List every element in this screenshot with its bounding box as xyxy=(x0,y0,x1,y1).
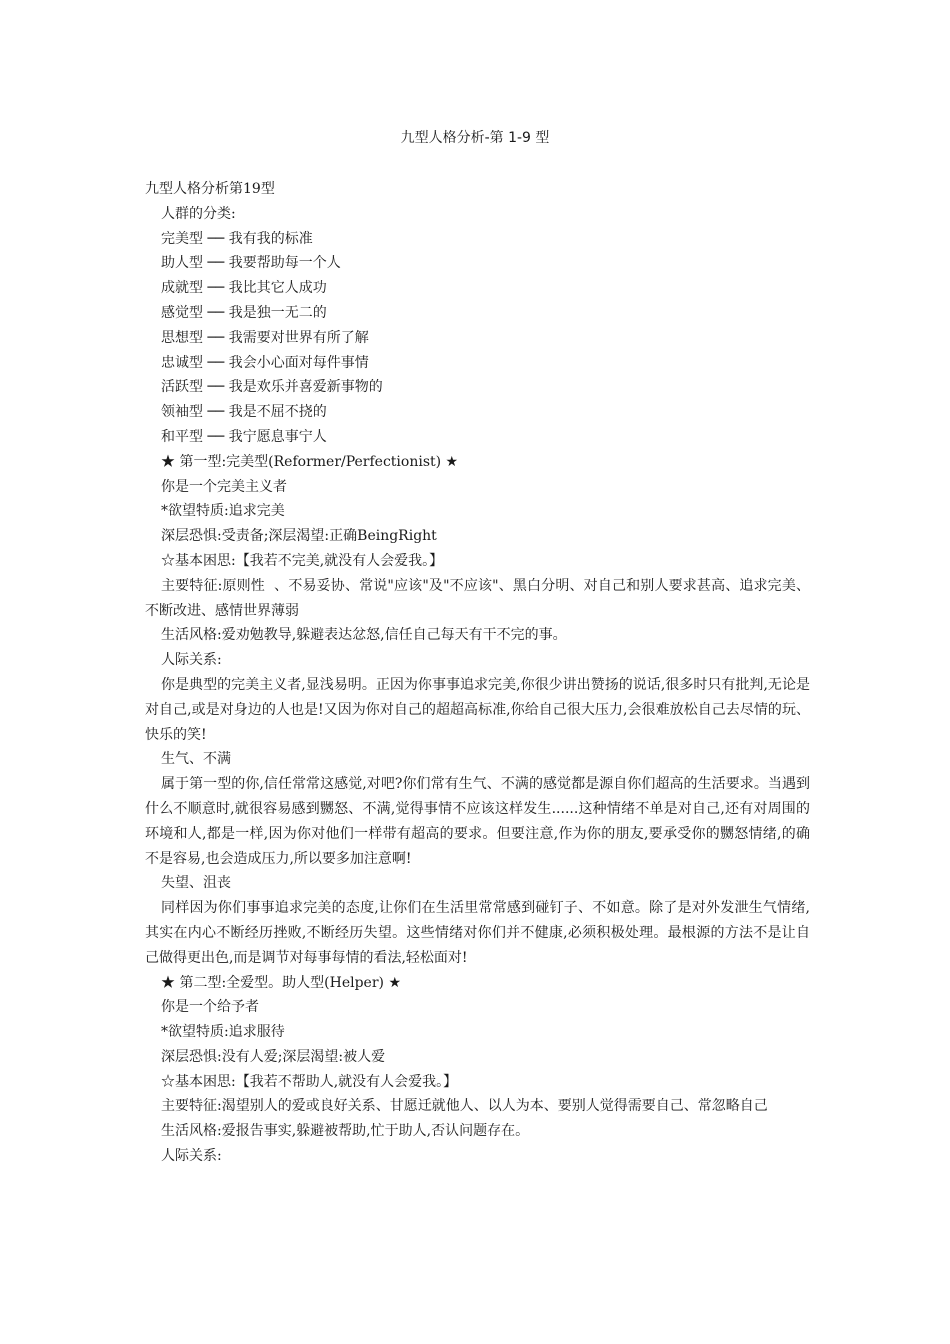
paragraph: ☆基本困思:【我若不帮助人,就没有人会爱我。】 xyxy=(161,1073,458,1090)
paragraph: 深层恐惧:受责备;深层渴望:正确BeingRight xyxy=(161,528,437,545)
paragraph: ☆基本困思:【我若不完美,就没有人会爱我。】 xyxy=(161,552,444,569)
paragraph: 你是一个完美主义者 xyxy=(161,478,287,495)
paragraph: 失望、沮丧 xyxy=(161,875,231,892)
paragraph: *欲望特质:追求完美 xyxy=(161,503,285,520)
paragraph: 活跃型 ── 我是欢乐并喜爱新事物的 xyxy=(161,379,383,396)
paragraph: 九型人格分析第19型 xyxy=(145,181,275,197)
document-body xyxy=(145,177,810,1169)
paragraph: 领袖型 ── 我是不屈不挠的 xyxy=(161,404,327,421)
paragraph: 人群的分类: xyxy=(161,205,236,222)
paragraph: 感觉型 ── 我是独一无二的 xyxy=(161,304,327,321)
paragraph: 和平型 ── 我宁愿息事宁人 xyxy=(161,428,327,445)
paragraph: 同样因为你们事事追求完美的态度,让你们在生活里常常感到碰钉子、不如意。除了是对外发泄生气情绪,其实在内心不断经历挫败,不断经历失望。这些情绪对你们并不健康,必须积极处理。最根源的方法不是让自己做得更出色,而是调节对每事每情的看法,轻松面对! xyxy=(145,900,810,966)
paragraph: 属于第一型的你,信任常常这感觉,对吧?你们常有生气、不满的感觉都是源自你们超高的生活要求。当遇到什么不顺意时,就很容易感到嬲怒、不满,觉得事情不应该这样发生......这种情绪不单是对自己,还有对周围的环境和人,都是一样,因为你对他们一样带有超高的要求。但要注意,作为你的朋友,要承受你的嬲怒情绪,的确不是容易,也会造成压力,所以要多加注意啊! xyxy=(145,776,810,867)
paragraph: 忠诚型 ── 我会小心面对每件事情 xyxy=(161,354,369,371)
paragraph: 生活风格:爱报告事实,躲避被帮助,忙于助人,否认问题存在。 xyxy=(161,1123,530,1140)
paragraph: 生气、不满 xyxy=(161,751,231,768)
paragraph: 人际关系: xyxy=(161,652,222,669)
paragraph: 完美型 ── 我有我的标准 xyxy=(161,230,313,247)
paragraph: 主要特征:原则性 、不易妥协、常说"应该"及"不应该"、黑白分明、对自己和别人要求甚高、追求完美、不断改进、感情世界薄弱 xyxy=(145,577,810,619)
paragraph: 思想型 ── 我需要对世界有所了解 xyxy=(161,329,369,346)
paragraph: 生活风格:爱劝勉教导,躲避表达忿怒,信任自己每天有干不完的事。 xyxy=(161,627,567,644)
paragraph: 你是典型的完美主义者,显浅易明。正因为你事事追求完美,你很少讲出赞扬的说话,很多时只有批判,无论是对自己,或是对身边的人也是!又因为你对自己的超超高标准,你给自己很大压力,会很难放松自己去尽情的玩、快乐的笑! xyxy=(145,676,810,743)
paragraph: 深层恐惧:没有人爱;深层渴望:被人爱 xyxy=(161,1048,386,1065)
paragraph: *欲望特质:追求服待 xyxy=(161,1024,285,1041)
paragraph: ★ 第一型:完美型(Reformer/Perfectionist) ★ xyxy=(161,453,459,470)
paragraph: 主要特征:渴望别人的爱或良好关系、甘愿迁就他人、以人为本、要别人觉得需要自己、常忽略自己 xyxy=(161,1098,768,1115)
paragraph: 人际关系: xyxy=(161,1148,222,1165)
document-title: 九型人格分析-第 1-9 型 xyxy=(400,130,550,146)
paragraph: 成就型 ── 我比其它人成功 xyxy=(161,280,327,297)
paragraph: ★ 第二型:全爱型。助人型(Helper) ★ xyxy=(161,974,402,991)
paragraph: 你是一个给予者 xyxy=(161,999,259,1016)
paragraph: 助人型 ── 我要帮助每一个人 xyxy=(161,255,341,272)
